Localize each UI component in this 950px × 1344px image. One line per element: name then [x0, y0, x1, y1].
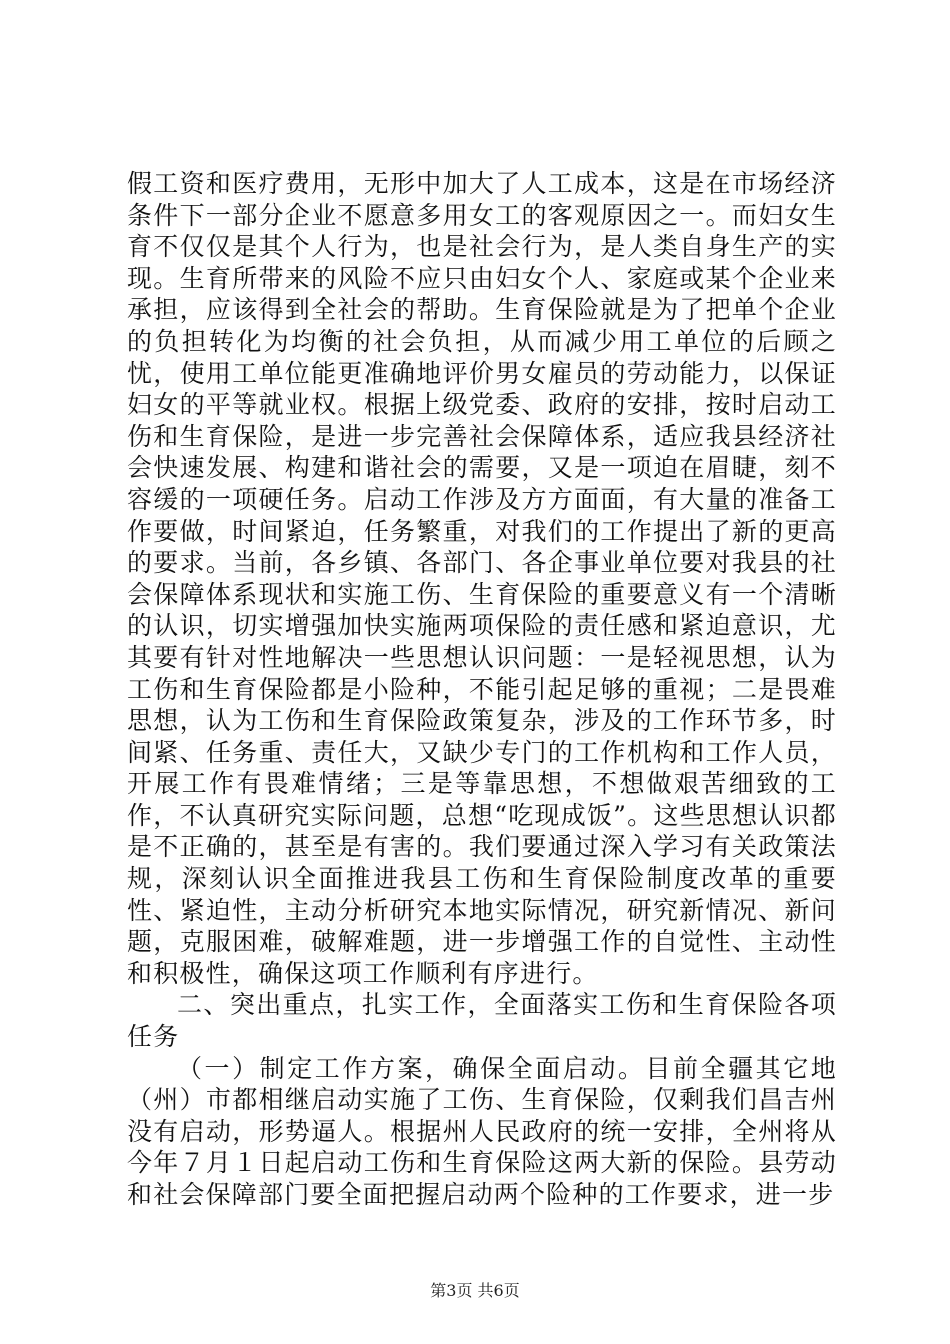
- page-number-footer: 第3页 共6页: [430, 1281, 520, 1300]
- paragraph-subsection-1: （一）制定工作方案，确保全面启动。目前全疆其它地（州）市都相继启动实施了工伤、生育保险，仅剩我们昌吉州没有启动，形势逼人。根据州人民政府的统一安排，全州将从今年７月１日起启动工伤和生育保险这两大新的保险。县劳动和社会保障部门要全面把握启动两个险种的工作要求，进一步: [127, 1053, 837, 1209]
- section-heading: 二、突出重点，扎实工作，全面落实工伤和生育保险各项任务: [127, 990, 837, 1052]
- document-body: [127, 168, 837, 1211]
- paragraph-continuation: 假工资和医疗费用，无形中加大了人工成本，这是在市场经济条件下一部分企业不愿意多用女工的客观原因之一。而妇女生育不仅仅是其个人行为，也是社会行为，是人类自身生产的实现。生育所带来的风险不应只由妇女个人、家庭或某个企业来承担，应该得到全社会的帮助。生育保险就是为了把单个企业的负担转化为均衡的社会负担，从而减少用工单位的后顾之忧，使用工单位能更准确地评价男女雇员的劳动能力，以保证妇女的平等就业权。根据上级党委、政府的安排，按时启动工伤和生育保险，是进一步完善社会保障体系，适应我县经济社会快速发展、构建和谐社会的需要，又是一项迫在眉睫，刻不容缓的一项硬任务。启动工作涉及方方面面，有大量的准备工作要做，时间紧迫，任务繁重，对我们的工作提出了新的更高的要求。当前，各乡镇、各部门、各企事业单位要对我县的社会保障体系现状和实施工伤、生育保险的重要意义有一个清晰的认识，切实增强加快实施两项保险的责任感和紧迫意识，尤其要有针对性地解决一些思想认识问题：一是轻视思想，认为工伤和生育保险都是小险种，不能引起足够的重视；二是畏难思想，认为工伤和生育保险政策复杂，涉及的工作环节多，时间紧、任务重、责任大，又缺少专门的工作机构和工作人员，开展工作有畏难情绪；三是等靠思想，不想做艰苦细致的工作，不认真研究实际问题，总想“吃现成饭”。这些思想认识都是不正确的，甚至是有害的。我们要通过深入学习有关政策法规，深刻认识全面推进我县工伤和生育保险制度改革的重要性、紧迫性，主动分析研究本地实际情况，研究新情况、新问题，克服困难，破解难题，进一步增强工作的自觉性、主动性和积极性，确保这项工作顺利有序进行。: [127, 169, 837, 988]
